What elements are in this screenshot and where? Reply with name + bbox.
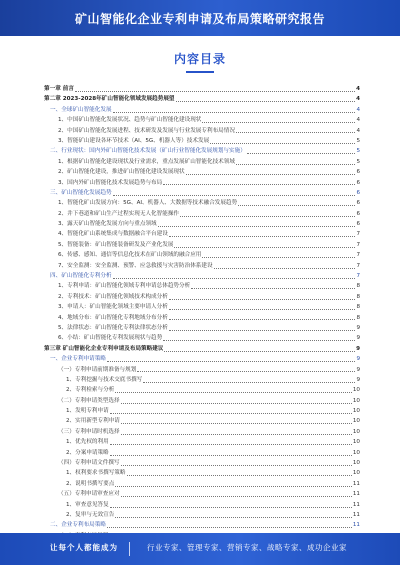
- toc-entry[interactable]: [44, 84, 360, 94]
- toc-leader-dots: [176, 101, 356, 102]
- toc-entry-label: 第三章 矿山智能化企业专利申请及布局策略建议: [44, 345, 164, 352]
- toc-entry[interactable]: [44, 198, 360, 208]
- toc-leader-dots: [169, 319, 356, 320]
- toc-entry[interactable]: [44, 458, 360, 468]
- toc-entry[interactable]: [44, 375, 360, 385]
- toc-entry-label: 2、矿山智能化建设，推进矿山智能化建设发展现状: [58, 169, 185, 176]
- toc-entry-label: 2、中国矿山智能化发展进程、技术研发及发展与行业发展专利布局情况: [58, 127, 235, 134]
- toc-leader-dots: [169, 236, 356, 237]
- toc-entry-page: 11: [352, 480, 360, 487]
- toc-entry-page: 5: [356, 158, 360, 165]
- toc-entry-label: （一）专利申请前期准备与规划: [58, 366, 137, 373]
- toc-heading: 内容目录: [173, 52, 226, 66]
- toc-entry-label: 3、智能矿山建设各环节技术（AI、5G、机器人等）技术发展: [58, 137, 210, 144]
- toc-leader-dots: [191, 288, 355, 289]
- toc-entry[interactable]: [44, 261, 360, 271]
- toc-entry-label: 1、根据矿山智能化建设现状及行业需求，重点发展矿山智能化技术领域: [58, 158, 235, 165]
- toc-entry[interactable]: [44, 323, 360, 333]
- toc-leader-dots: [163, 340, 355, 341]
- toc-entry-page: 10: [352, 449, 360, 456]
- toc-entry-label: 1、专利挖掘与技术交底书撰写: [66, 376, 143, 383]
- toc-entry-label: 一、全球矿山智能化发展: [50, 106, 112, 113]
- toc-entry-page: 11: [352, 501, 360, 508]
- toc-entry-page: 5: [356, 137, 360, 144]
- toc-entry[interactable]: [44, 136, 360, 146]
- toc-entry-page: 10: [352, 418, 360, 425]
- toc-entry-label: （四）专利申请文件撰写: [58, 460, 120, 467]
- toc-entry-page: 4: [356, 106, 360, 113]
- toc-leader-dots: [174, 247, 355, 248]
- toc-entry-label: 7、安全监测：安全监测、预警、应急救援与灾害防治体系建设: [58, 262, 213, 269]
- toc-leader-dots: [110, 507, 352, 508]
- toc-leader-dots: [110, 455, 352, 456]
- toc-entry[interactable]: [44, 479, 360, 489]
- toc-leader-dots: [158, 226, 356, 227]
- toc-entry-label: 1、中国矿山智能化发展状况、趋势与矿山智能化建设现状: [58, 117, 202, 124]
- toc-leader-dots: [214, 268, 356, 269]
- toc-entry-label: 5、法律状态：矿山智能化专利法律状态分析: [58, 324, 168, 331]
- toc-entry-page: 6: [356, 179, 360, 186]
- toc-entry-page: 11: [352, 522, 360, 529]
- toc-entry-page: 4: [356, 127, 360, 134]
- toc-entry[interactable]: [44, 385, 360, 395]
- toc-entry-page: 6: [356, 210, 360, 217]
- toc-leader-dots: [180, 216, 355, 217]
- toc-heading-underline: [186, 71, 214, 73]
- toc-entry-label: 2、井下巷道和矿山生产过程实现无人化智能操作: [58, 210, 180, 217]
- toc-leader-dots: [121, 434, 352, 435]
- toc-entry-label: 3、国内外矿山智能化技术发展趋势与布局: [58, 179, 163, 186]
- toc-entry[interactable]: [44, 146, 360, 156]
- toc-entry-label: 二、企业专利布局策略: [50, 522, 106, 529]
- toc-entry-page: 10: [352, 397, 360, 404]
- toc-leader-dots: [210, 143, 355, 144]
- toc-leader-dots: [121, 423, 352, 424]
- toc-entry[interactable]: [44, 219, 360, 229]
- toc-leader-dots: [186, 174, 356, 175]
- toc-entry[interactable]: [44, 417, 360, 427]
- toc-entry-label: 3、申请人：矿山智能化领域主要申请人分析: [58, 304, 168, 311]
- toc-leader-dots: [113, 278, 356, 279]
- toc-entry[interactable]: [44, 427, 360, 437]
- toc-entry[interactable]: [44, 178, 360, 188]
- toc-leader-dots: [121, 465, 352, 466]
- toc-entry-page: 6: [356, 200, 360, 207]
- toc-leader-dots: [169, 309, 356, 310]
- toc-leader-dots: [238, 205, 355, 206]
- toc-entry[interactable]: [44, 302, 360, 312]
- toc-entry[interactable]: [44, 271, 360, 281]
- toc-entry[interactable]: [44, 437, 360, 447]
- toc-entry[interactable]: [44, 468, 360, 478]
- toc-entry[interactable]: [44, 94, 360, 104]
- toc-entry[interactable]: [44, 209, 360, 219]
- toc-leader-dots: [110, 413, 352, 414]
- toc-entry-label: 1、智能化矿山发展方向：5G、AI、机器人、大数据等技术融合发展趋势: [58, 200, 238, 207]
- toc-entry-label: 二、行业现状：国内外矿山智能化技术发展（矿山行业智能化发展规划与实施）: [50, 148, 246, 155]
- toc-entry-page: 8: [356, 293, 360, 300]
- toc-entry-label: 1、优先权的利用: [66, 439, 109, 446]
- toc-entry[interactable]: [44, 281, 360, 291]
- toc-entry-label: 三、矿山智能化发展趋势: [50, 189, 112, 196]
- toc-entry-page: 11: [352, 512, 360, 518]
- toc-entry[interactable]: [44, 167, 360, 177]
- footer-banner: [0, 533, 400, 565]
- toc-entry-label: 一、企业专利申请策略: [50, 356, 106, 363]
- toc-entry-page: 6: [356, 189, 360, 196]
- toc-entry-label: 2、专利检索与分析: [66, 387, 115, 394]
- toc-leader-dots: [75, 91, 355, 92]
- toc-leader-dots: [137, 371, 355, 372]
- toc-entry-page: 10: [352, 408, 360, 415]
- toc-entry-label: 四、矿山智能化专利分析: [50, 273, 112, 280]
- toc-entry-page: 6: [356, 169, 360, 176]
- toc-leader-dots: [113, 195, 356, 196]
- toc-entry[interactable]: [44, 188, 360, 198]
- toc-leader-dots: [113, 112, 356, 113]
- toc-entry-page: 10: [352, 387, 360, 394]
- toc-leader-dots: [247, 153, 356, 154]
- toc-leader-dots: [107, 527, 352, 528]
- toc-entry[interactable]: [44, 313, 360, 323]
- toc-entry-label: 2、复审与无效宣告: [66, 512, 115, 518]
- toc-entry[interactable]: [44, 520, 360, 530]
- toc-entry-page: 7: [356, 241, 360, 248]
- toc-entry-page: 9: [356, 335, 360, 342]
- footer-divider: [129, 542, 130, 556]
- toc-entry[interactable]: [44, 157, 360, 167]
- toc-leader-dots: [143, 382, 355, 383]
- toc-leader-dots: [202, 122, 355, 123]
- toc-entry-label: 第二章 2023-2028年矿山智能化领域发展趋势展望: [44, 96, 175, 103]
- toc-entry[interactable]: [44, 229, 360, 239]
- toc-entry-page: 7: [356, 262, 360, 269]
- toc-entry[interactable]: [44, 126, 360, 136]
- toc-leader-dots: [121, 496, 352, 497]
- toc-entry-page: 7: [356, 252, 360, 259]
- toc-leader-dots: [127, 475, 352, 476]
- toc-entry[interactable]: [44, 250, 360, 260]
- toc-entry[interactable]: [44, 344, 360, 354]
- toc-entry-label: 6、小结：矿山智能化专利发展现状与趋势: [58, 335, 163, 342]
- toc-leader-dots: [115, 392, 352, 393]
- toc-entry-label: 4、地域分布：矿山智能化专利地域分布分析: [58, 314, 168, 321]
- toc-entry[interactable]: [44, 333, 360, 343]
- toc-entry-label: 1、审查意见答复: [66, 501, 109, 508]
- toc-entry-page: 5: [356, 148, 360, 155]
- toc-entry[interactable]: [44, 448, 360, 458]
- toc-entry-page: 4: [356, 85, 360, 92]
- toc-entry-page: 8: [356, 283, 360, 290]
- toc-entry-label: 2、专利技术：矿山智能化领域技术构成分析: [58, 293, 168, 300]
- report-title: 矿山智能化企业专利申请及布局策略研究报告: [74, 11, 325, 26]
- toc-entry-label: 1、权利要求书撰写策略: [66, 470, 126, 477]
- toc-entry-page: 9: [356, 324, 360, 331]
- toc-leader-dots: [202, 257, 355, 258]
- toc-entry[interactable]: [44, 105, 360, 115]
- toc-entry-label: （二）专利申请类型选择: [58, 397, 120, 404]
- toc-entry-page: 8: [356, 314, 360, 321]
- toc-entry-page: 9: [356, 366, 360, 373]
- toc-entry[interactable]: [44, 500, 360, 510]
- toc-entry-label: 1、发明专利申请: [66, 408, 109, 415]
- toc-entry-page: 4: [356, 117, 360, 124]
- toc-entry-page: 10: [352, 439, 360, 446]
- toc-entry-page: 9: [356, 376, 360, 383]
- toc-entry[interactable]: [44, 406, 360, 416]
- toc-entry-page: 10: [352, 428, 360, 435]
- toc-leader-dots: [236, 132, 355, 133]
- toc-entry-page: 9: [356, 345, 360, 352]
- toc-leader-dots: [169, 299, 356, 300]
- toc-entry-page: 10: [352, 460, 360, 467]
- toc-entry-label: （五）专利申请审查应对: [58, 491, 120, 498]
- toc-entry-label: 2、分案申请策略: [66, 449, 109, 456]
- toc-entry-page: 9: [356, 356, 360, 363]
- toc-entry-label: 2、实用新型专利申请: [66, 418, 120, 425]
- toc-leader-dots: [169, 330, 356, 331]
- toc-entry-label: 3、露天矿山智能化发展方向与重点领域: [58, 221, 157, 228]
- toc-leader-dots: [164, 351, 355, 352]
- toc-entry-label: （三）专利申请时机选择: [58, 428, 120, 435]
- toc-entry[interactable]: [44, 510, 360, 520]
- toc-leader-dots: [163, 184, 355, 185]
- toc-entry-page: 7: [356, 273, 360, 280]
- footer-tagline: 行业专家、管理专家、营销专家、战略专家、成功企业家: [147, 543, 347, 552]
- toc-entry-page: 6: [356, 221, 360, 228]
- toc-leader-dots: [115, 517, 352, 518]
- toc-leader-dots: [115, 486, 352, 487]
- toc-entry-label: 4、智能化矿山系统集成与数据融合平台建设: [58, 231, 168, 238]
- report-header-banner: [0, 0, 400, 36]
- toc-entry[interactable]: [44, 489, 360, 499]
- toc-entry-page: 11: [352, 491, 360, 498]
- toc-entry[interactable]: [44, 354, 360, 364]
- toc-entry-page: 10: [352, 470, 360, 477]
- toc-entry[interactable]: [44, 115, 360, 125]
- toc-entry[interactable]: [44, 292, 360, 302]
- toc-entry-label: 第一章 前言: [44, 85, 74, 92]
- toc-entry[interactable]: [44, 365, 360, 375]
- toc-entry-label: 1、专利申请：矿山智能化领域专利申请总体趋势分析: [58, 283, 191, 290]
- table-of-contents: [44, 84, 360, 541]
- toc-entry-label: 2、说明书撰写要点: [66, 480, 115, 487]
- toc-leader-dots: [121, 403, 352, 404]
- toc-leader-dots: [110, 444, 352, 445]
- toc-leader-dots: [236, 164, 355, 165]
- toc-entry[interactable]: [44, 396, 360, 406]
- toc-leader-dots: [107, 361, 355, 362]
- toc-entry-page: 4: [356, 96, 360, 103]
- toc-entry-page: 7: [356, 231, 360, 238]
- toc-entry-label: 6、传感、感知、通信等信息化技术在矿山领域的融合应用: [58, 252, 202, 259]
- footer-slogan: 让每个人都能成为: [50, 543, 118, 552]
- toc-entry-page: 8: [356, 304, 360, 311]
- toc-entry[interactable]: [44, 240, 360, 250]
- toc-entry-label: 5、智能装备：矿山智能装备研发及产业化发展: [58, 241, 174, 248]
